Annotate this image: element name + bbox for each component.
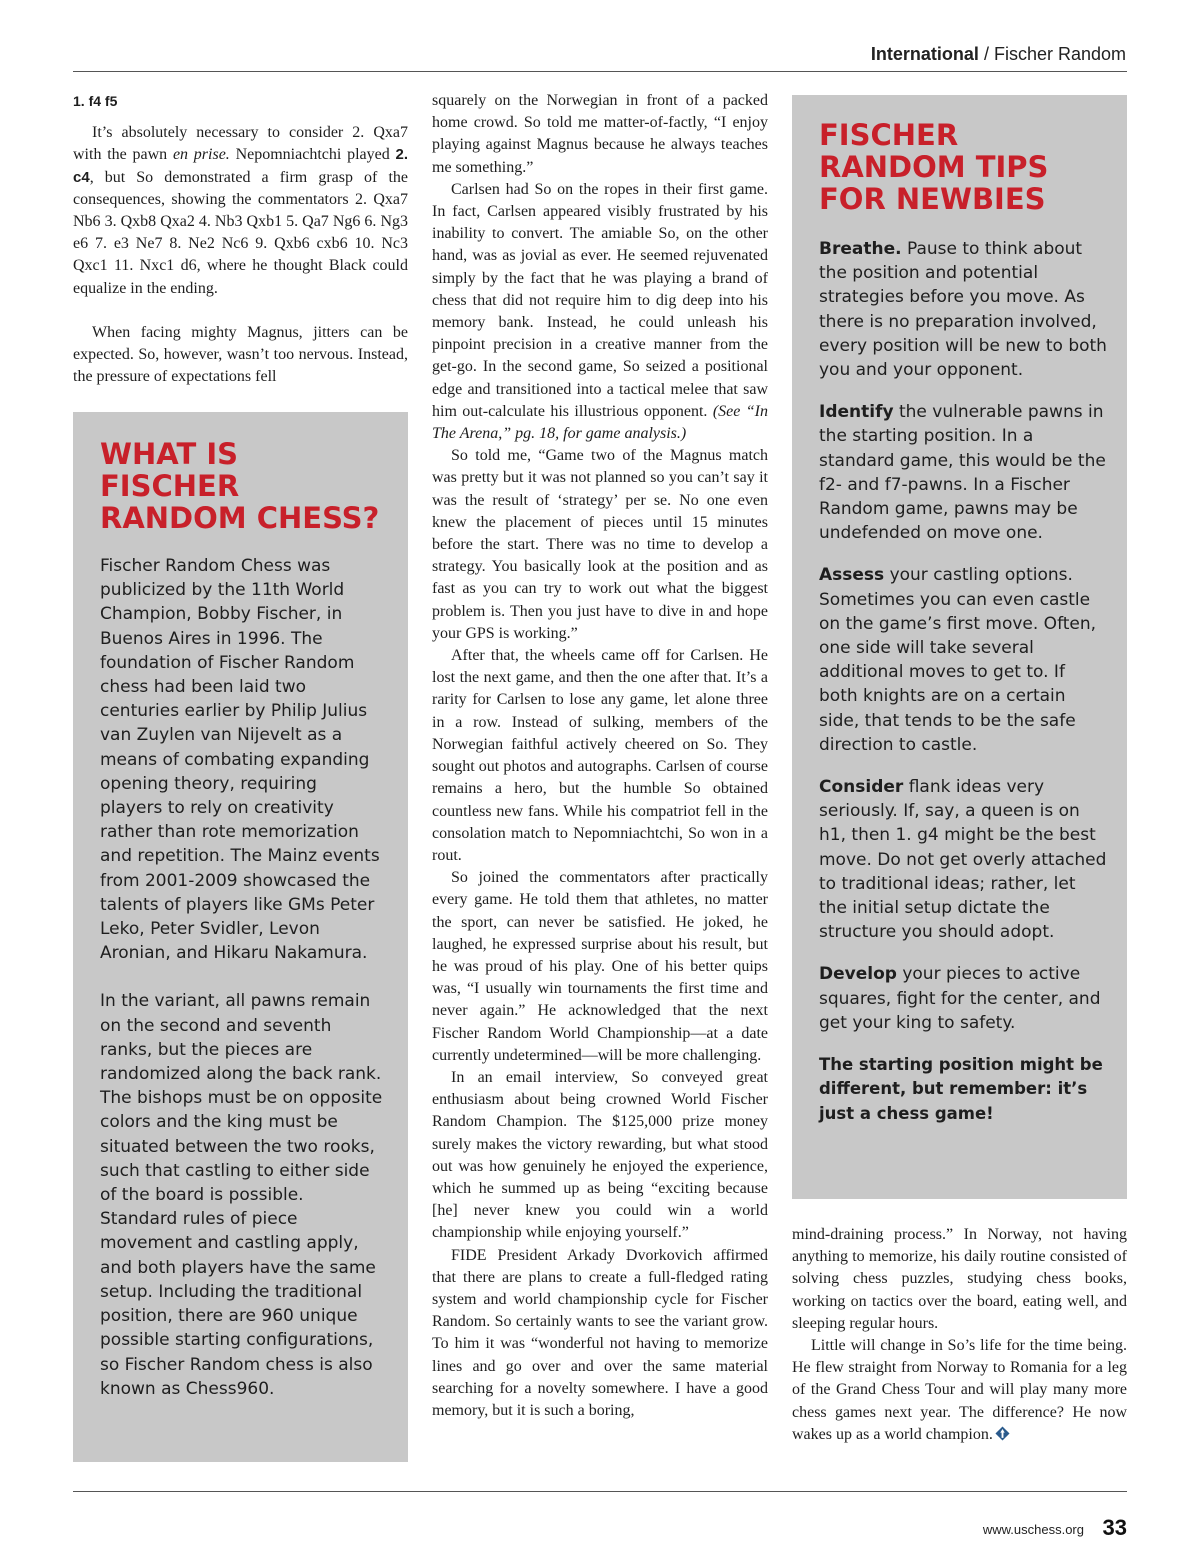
text-run: Little will change in So’s life for the time being. He flew straight from Norway to Romania for a leg of the Grand Chess Tour and will play many more chess games next year. The difference? He now wakes up as a world champion. bbox=[792, 1337, 1127, 1443]
tip-lead: Breathe. bbox=[819, 239, 902, 259]
tip-item bbox=[819, 775, 1107, 944]
italic-run: (See “In The Arena,” pg. 18, for game analysis.) bbox=[432, 402, 769, 443]
section-label: International bbox=[870, 44, 979, 64]
paragraph bbox=[73, 122, 408, 300]
move-heading: 1. f4 f5 bbox=[73, 93, 118, 109]
tip-text: your castling options. Sometimes you can even castle on the game’s first move. Often, one side will take several additional moves to get to. If both knights are on a certain side, that tends to be the safe direction to castle. bbox=[819, 565, 1097, 755]
sidebar-paragraph: Fischer Random Chess was publicized by the 11th World Champion, Bobby Fischer, in Buenos Aires in 1996. The foundation of Fischer Random chess had been laid two centuries earlier by Philip Julius van Zuylen van Nijevelt as a means of combating expanding opening theory, requiring players to rely on creativity rather than rote memorization and repetition. The Mainz events from 2001-2009 showcased the talents of players like GMs Peter Leko, Peter Svidler, Levon Aronian, and Hikaru Nakamura. bbox=[100, 556, 380, 964]
header-separator: / bbox=[978, 44, 994, 64]
text-run: , but So demonstrated a firm grasp of the consequences, showing the commentators 2. Qxa7 Nb6 3. Qxb8 Qxa2 4. Nb3 Qxb1 5. Qa7 Ng6 6. Ng3 e6 7. e3 Ne7 8. Ne2 Nc6 9. Qxb6 cxb6 10. Nc3 Qxc1 11. Nxc1 d6, where he thought Black could equalize in the ending. bbox=[73, 168, 408, 297]
column-2 bbox=[432, 90, 768, 1422]
tip-lead: Identify bbox=[819, 402, 894, 423]
sidebar-title: FISCHER RANDOM TIPS FOR NEWBIES bbox=[819, 118, 1049, 216]
tip-text: the vulnerable pawns in the starting position. In a standard game, this would be the f2- and f7-pawns. In a Fischer Random game, pawns may be undefended on move one. bbox=[819, 402, 1106, 544]
sidebar-what-is-fischer-random bbox=[73, 412, 408, 1462]
paragraph: In an email interview, So conveyed great enthusiasm about being crowned World Fischer Random Champion. The $125,000 prize money surely makes the victory rewarding, but what stood out was how genuinely he enjoyed the experience, which he summed up as being “exciting because [he] never knew you could win a world championship while enjoying yourself.” bbox=[432, 1068, 768, 1242]
uschess-logo-icon bbox=[995, 1426, 1010, 1441]
tip-text: flank ideas very seriously. If, say, a queen is on h1, then 1. g4 might be the best move. Do not get overly attached to traditional ideas; rather, let the initial setup dictate the structure you should adopt. bbox=[819, 777, 1107, 943]
tip-lead: Consider bbox=[819, 777, 904, 798]
tip-lead: Develop bbox=[819, 964, 897, 985]
page-number: 33 bbox=[1102, 1515, 1127, 1540]
tip-item bbox=[819, 237, 1107, 382]
tip-text: your pieces to active squares, fight for the center, and get your king to safety. bbox=[819, 964, 1101, 1033]
column-3 bbox=[792, 1224, 1127, 1446]
header-rule bbox=[73, 71, 1127, 72]
tip-item bbox=[819, 563, 1107, 757]
paragraph: FIDE President Arkady Dvorkovich affirmed that there are plans to create a full-fledged rating system and world championship cycle for Fischer Random. So certainly wants to see the variant grow. To him it was “wonderful not having to memorize lines and go over and over the same material searching for a novelty somewhere. I have a good memory, but it is such a boring, bbox=[432, 1246, 768, 1419]
paragraph: When facing mighty Magnus, jitters can be expected. So, however, wasn’t too nervous. Instead, the pressure of expectations fell bbox=[73, 323, 408, 386]
paragraph: squarely on the Norwegian in front of a packed home crowd. So told me matter-of-factly, “I enjoy playing against Magnus because he always teaches me something.” bbox=[432, 92, 768, 176]
tip-item bbox=[819, 962, 1107, 1035]
paragraph: So told me, “Game two of the Magnus match was pretty but it was not planned so you can’t say it was the result of ‘strategy’ per se. No one even knew the placement of pieces until 15 minutes before the start. There was no time to develop a strategy. You basically look at the position and as fast as you can try to work out what the biggest problem is. Then you just have to dive in and hope your GPS is working.” bbox=[432, 447, 768, 642]
text-run: It’s absolutely necessary to consider 2. Qxa7 with the pawn bbox=[73, 124, 408, 164]
sidebar-title: WHAT IS FISCHER RANDOM CHESS? bbox=[100, 437, 380, 535]
paragraph: After that, the wheels came off for Carlsen. He lost the next game, and then the one after that. It’s a rarity for Carlsen to lose any game, let alone three in a row. Instead of sulking, members of the Norwegian faithful actively cheered on So. They sought out photos and autographs. Carlsen of course remains a hero, but the humble So obtained countless new fans. While his compatriot fell in the consolation match to Nepomniachtchi, So won in a rout. bbox=[432, 647, 768, 864]
tip-closing: The starting position might be different, but remember: it’s just a chess game! bbox=[819, 1055, 1103, 1123]
sidebar-tips-for-newbies bbox=[792, 95, 1127, 1199]
tip-lead: Assess bbox=[819, 565, 885, 586]
running-head bbox=[871, 44, 1126, 65]
footer-rule bbox=[73, 1491, 1127, 1492]
paragraph bbox=[432, 179, 768, 445]
text-run: Carlsen had So on the ropes in their first game. In fact, Carlsen appeared visibly frustrated by his inability to convert. The amiable So, on the other hand, was as jovial as ever. He seemed rejuvenated simply by the fact that he was playing a brand of chess that did not require him to dig deep into his memory bank. Instead, he could unleash his pinpoint precision in a creative manner from the get-go. In the second game, So seized a positional edge and transitioned into a tactical melee that saw him out-calculate his illustrious opponent. bbox=[432, 180, 768, 420]
italic-run: en prise. bbox=[172, 146, 230, 164]
tip-text: Pause to think about the position and potential strategies before you move. As there is no preparation involved, every position will be new to both you and your opponent. bbox=[819, 239, 1107, 381]
text-run: Nepomniachtchi played bbox=[229, 146, 396, 164]
paragraph: So joined the commentators after practically every game. He told them that athletes, no matter the sport, can never be satisfied. He joked, he laughed, he expressed surprise about his result, but he was proud of his play. One of his better quips was, “I usually win tournaments the first time and never again.” He acknowledged that the next Fischer Random World Championship—at a date currently undetermined—will be more challenging. bbox=[432, 869, 768, 1064]
paragraph: mind-draining process.” In Norway, not having anything to memorize, his daily routine consisted of solving chess puzzles, studying chess books, working on tactics over the board, eating well, and sleeping regular hours. bbox=[792, 1226, 1127, 1332]
move-bold: 2. c4 bbox=[73, 146, 409, 186]
topic-label: Fischer Random bbox=[993, 44, 1126, 64]
paragraph bbox=[792, 1335, 1127, 1446]
column-1 bbox=[73, 90, 408, 388]
tip-item bbox=[819, 400, 1107, 545]
sidebar-paragraph: In the variant, all pawns remain on the second and seventh ranks, but the pieces are randomized along the back rank. The bishops must be on opposite colors and the king must be situated between the two rooks, such that castling to either side of the board is possible. Standard rules of piece movement and castling apply, and both players have the same setup. Including the traditional position, there are 960 unique possible starting configurations, so Fischer Random chess is also known as Chess960. bbox=[100, 991, 383, 1399]
footer-url: www.uschess.org bbox=[982, 1522, 1084, 1537]
